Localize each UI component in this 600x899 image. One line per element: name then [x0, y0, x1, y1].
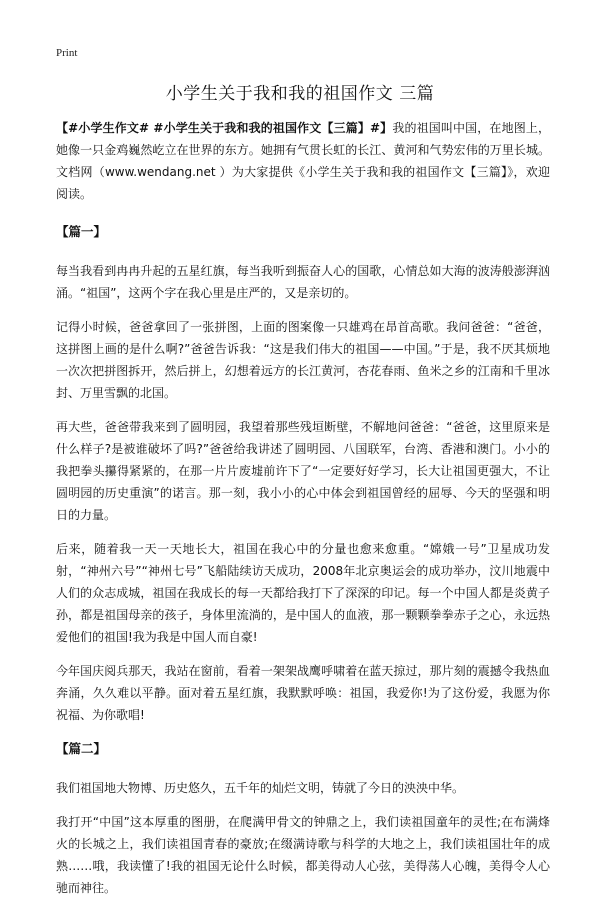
section-1-paragraph-2: 记得小时候，爸爸拿回了一张拼图，上面的图案像一只雄鸡在昂首高歌。我问爸爸：“爸爸，这拼图上画的是什么啊?”爸爸告诉我：“这是我们伟大的祖国——中国。”于是，我不厌其烦地一次次把拼图拆开，然后拼上，幻想着远方的长江黄河，杏花春雨、鱼米之乡的江南和千里冰封、万里雪飘的北国。	[56, 320, 550, 400]
print-link[interactable]: Print	[56, 47, 78, 59]
section-1-paragraph-5: 今年国庆阅兵那天，我站在窗前，看着一架架战鹰呼啸着在蓝天掠过，那片刻的震撼令我热血奔涌，久久难以平静。面对着五星红旗，我默默呼唤：祖国，我爱你!为了这份爱，我愿为你祝福、为你歌唱!	[56, 664, 550, 722]
intro-paragraph	[56, 117, 550, 205]
section-1-paragraph-3: 再大些，爸爸带我来到了圆明园，我望着那些残垣断壁，不解地问爸爸：“爸爸，这里原来是什么样子?是被谁破坏了吗?”爸爸给我讲述了圆明园、八国联军，台湾、香港和澳门。小小的我把拳头攥得紧紧的，在那一片片废墟前许下了“一定要好好学习，长大让祖国更强大，不让圆明园的历史重演”的诺言。那一刻，我小小的心中体会到祖国曾经的屈辱、今天的坚强和明日的力量。	[56, 420, 550, 522]
section-1-paragraph-4: 后来，随着我一天一天地长大，祖国在我心中的分量也愈来愈重。“嫦娥一号”卫星成功发射，“神州六号”“神州七号”飞船陆续访天成功，2008年北京奥运会的成功举办，汶川地震中人们的众志成城，祖国在我成长的每一天都给我打下了深深的印记。每一个中国人都是炎黄子孙，都是祖国母亲的孩子，身体里流淌的，是中国人的血液，那一颗颗拳拳赤子之心，永远热爱他们的祖国!我为我是中国人而自豪!	[56, 542, 550, 644]
section-2-paragraph-2: 我打开“中国”这本厚重的图册，在爬满甲骨文的钟鼎之上，我们读祖国童年的灵性;在布满烽火的长城之上，我们读祖国青春的豪放;在缀满诗歌与科学的大地之上，我们读祖国壮年的成熟……哦，我读懂了!我的祖国无论什么时候，都美得动人心弦，美得荡人心魄，美得令人心驰而神往。	[56, 815, 550, 895]
section-1-paragraph-1: 每当我看到冉冉升起的五星红旗，每当我听到振奋人心的国歌，心情总如大海的波涛般澎湃汹涌。“祖国”，这两个字在我心里是庄严的，又是亲切的。	[56, 264, 550, 300]
section-heading-1: 【篇一】	[56, 224, 107, 239]
intro-tags: 【#小学生作文# #小学生关于我和我的祖国作文【三篇】#】	[56, 121, 393, 135]
intro-text: 我的祖国叫中国，在地图上，她像一只金鸡巍然屹立在世界的东方。她拥有气贯长虹的长江、黄河和气势宏伟的万里长城。文档网（www.wendang.net ）为大家提供《小学生关于我和我的祖国作文【三篇】》，欢迎阅读。	[56, 121, 550, 201]
article-body	[56, 117, 550, 899]
section-2-paragraph-1: 我们祖国地大物博、历史悠久，五千年的灿烂文明，铸就了今日的泱泱中华。	[56, 781, 465, 795]
section-heading-2: 【篇二】	[56, 741, 107, 756]
page-title: 小学生关于我和我的祖国作文 三篇	[165, 84, 435, 104]
